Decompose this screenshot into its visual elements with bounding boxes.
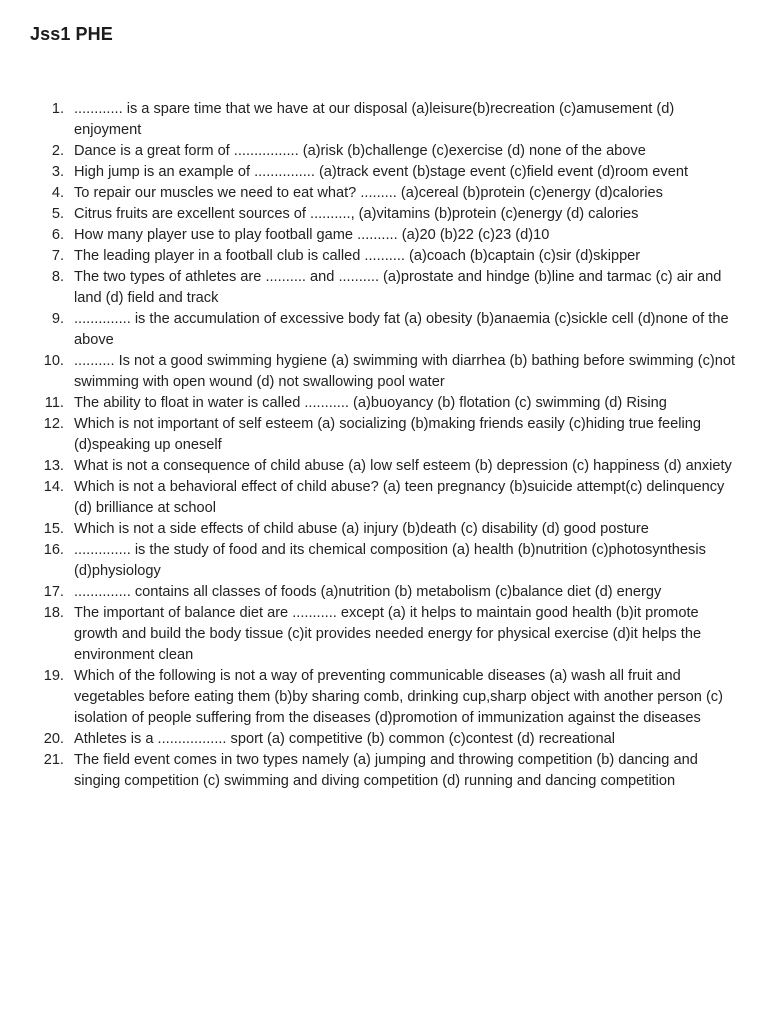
question-item [0, 99, 768, 141]
question-item [0, 267, 768, 309]
question-text: How many player use to play football game .......... (a)20 (b)22 (c)23 (d)10 [74, 227, 550, 243]
question-number: 15. [43, 521, 64, 537]
question-text: Dance is a great form of ................ (a)risk (b)challenge (c)exercise (d) none of the above [74, 143, 646, 159]
question-text: High jump is an example of ............... (a)track event (b)stage event (c)field event (d)room event [74, 164, 689, 180]
question-item [0, 477, 768, 519]
question-item [0, 162, 768, 183]
question-number: 9. [51, 311, 64, 327]
question-item [0, 225, 768, 246]
question-text: Which is not a side effects of child abuse (a) injury (b)death (c) disability (d) good posture [74, 521, 649, 537]
question-number: 21. [43, 752, 64, 768]
question-number: 19. [43, 668, 64, 684]
question-text: .............. is the study of food and its chemical composition (a) health (b)nutrition (c)photosynthesis (d)physiology [74, 542, 706, 579]
question-number: 8. [51, 269, 64, 285]
question-number: 11. [44, 395, 64, 411]
question-item [0, 414, 768, 456]
question-list [0, 99, 768, 792]
question-item [0, 456, 768, 477]
question-text: .............. is the accumulation of excessive body fat (a) obesity (b)anaemia (c)sickle cell (d)none of the above [74, 311, 729, 348]
question-text: The leading player in a football club is called .......... (a)coach (b)captain (c)sir (d)skipper [74, 248, 641, 264]
question-text: .............. contains all classes of foods (a)nutrition (b) metabolism (c)balance diet (d) energy [74, 584, 662, 600]
question-item [0, 666, 768, 729]
question-number: 4. [51, 185, 64, 201]
question-text: The important of balance diet are ........... except (a) it helps to maintain good health (b)it promote growth and build the body tissue (c)it provides needed energy for physical exercise (d)it helps the environment clean [74, 605, 702, 663]
question-text: What is not a consequence of child abuse (a) low self esteem (b) depression (c) happiness (d) anxiety [74, 458, 732, 474]
page-title: Jss1 PHE [30, 24, 113, 44]
question-number: 7. [51, 248, 64, 264]
question-text: Athletes is a ................. sport (a) competitive (b) common (c)contest (d) recreational [74, 731, 615, 747]
question-number: 10. [43, 353, 64, 369]
question-item [0, 204, 768, 225]
question-number: 5. [51, 206, 64, 222]
question-number: 1. [51, 101, 64, 117]
question-item [0, 141, 768, 162]
question-item [0, 603, 768, 666]
question-number: 17. [43, 584, 64, 600]
question-text: Citrus fruits are excellent sources of .........., (a)vitamins (b)protein (c)energy (d) calories [74, 206, 639, 222]
question-item [0, 309, 768, 351]
question-number: 6. [51, 227, 64, 243]
question-item [0, 750, 768, 792]
question-number: 14. [43, 479, 64, 495]
question-item [0, 729, 768, 750]
question-text: Which is not a behavioral effect of child abuse? (a) teen pregnancy (b)suicide attempt(c) delinquency (d) brilliance at school [74, 479, 725, 516]
question-item [0, 519, 768, 540]
question-text: .......... Is not a good swimming hygiene (a) swimming with diarrhea (b) bathing before swimming (c)not swimming with open wound (d) not swallowing pool water [74, 353, 736, 390]
question-number: 20. [43, 731, 64, 747]
question-item [0, 183, 768, 204]
question-item [0, 582, 768, 603]
question-item [0, 540, 768, 582]
question-text: Which of the following is not a way of preventing communicable diseases (a) wash all fruit and vegetables before eating them (b)by sharing comb, drinking cup,sharp object with another person (c) isolation of people suffering from the diseases (d)promotion of immunization against the diseases [74, 668, 723, 726]
question-item [0, 393, 768, 414]
question-text: The ability to float in water is called ........... (a)buoyancy (b) flotation (c) swimming (d) Rising [74, 395, 667, 411]
question-item [0, 246, 768, 267]
question-text: The two types of athletes are .......... and .......... (a)prostate and hindge (b)line and tarmac (c) air and land (d) field and track [74, 269, 722, 306]
question-number: 3. [51, 164, 64, 180]
question-number: 2. [51, 143, 64, 159]
question-text: The field event comes in two types namely (a) jumping and throwing competition (b) dancing and singing competition (c) swimming and diving competition (d) running and dancing competition [74, 752, 698, 789]
question-number: 13. [43, 458, 64, 474]
question-text: Which is not important of self esteem (a) socializing (b)making friends easily (c)hiding true feeling (d)speaking up oneself [74, 416, 701, 453]
question-text: To repair our muscles we need to eat what? ......... (a)cereal (b)protein (c)energy (d)calories [74, 185, 663, 201]
question-item [0, 351, 768, 393]
question-number: 16. [43, 542, 64, 558]
question-text: ............ is a spare time that we have at our disposal (a)leisure(b)recreation (c)amusement (d) enjoyment [74, 101, 675, 138]
question-number: 18. [43, 605, 64, 621]
question-number: 12. [43, 416, 64, 432]
